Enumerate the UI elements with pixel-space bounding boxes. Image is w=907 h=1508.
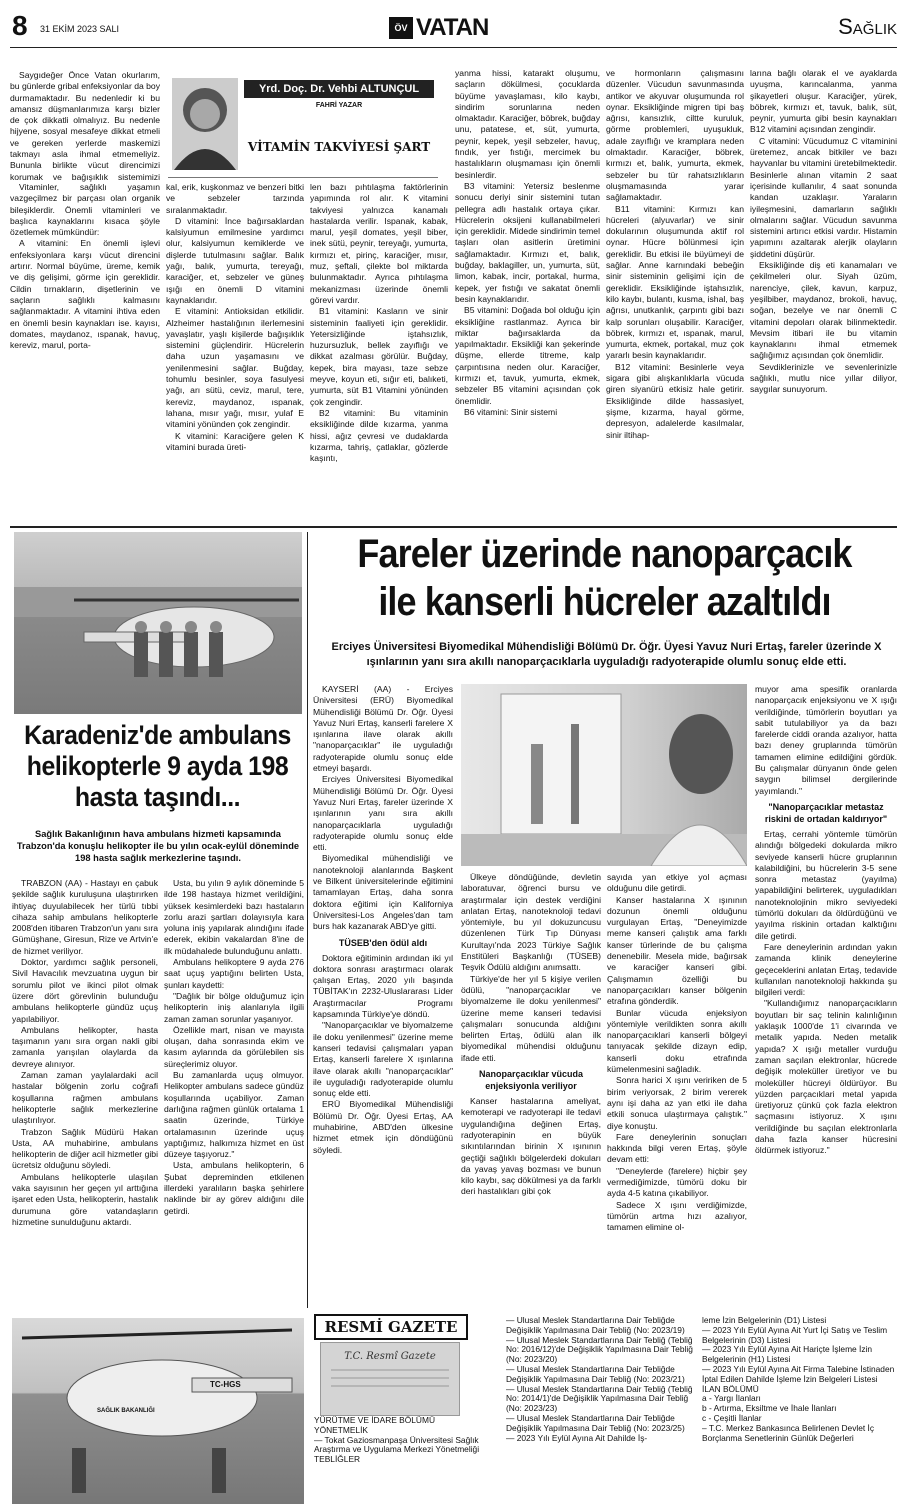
list-item: leme İzin Belgelerinin (D1) Listesi <box>702 1315 827 1325</box>
author-photo <box>172 78 238 170</box>
author-box <box>168 74 438 178</box>
paragraph: Doktora eğitiminin ardından iki yıl doktora sonrası araştırmacı olarak çalışan Ertaş, 2020 yılı başında TÜBİTAK'ın 2232-Uluslararası Lider Araştırmacılar Programı kapsamında Türkiye'ye döndü. <box>313 952 453 1020</box>
paragraph: Ülkeye döndüğünde, devletin laboratuvar, öğrenci bursu ve araştırmalar için destek verdiğini anlatan Ertaş, nanoteknoloji tedavi yöntemiyle, bu yıl dokuzuncusu düzenlenen Türk Tıp Dünyası Kurultayı'nda 2023 Türkiye Sağlık Enstitüleri Başkanlığı (TÜSEB) Teşvik Ödülü aldığını anımsattı. <box>461 872 601 973</box>
paragraph: "Deneylerde (farelere) hiçbir şey vermediğimizde, tümörü doku bir ayda 4-5 katına çıkabiliyor. <box>607 1165 747 1199</box>
paragraph: ve hormonların çalışmasını düzenler. Vücudun savunmasında antikor ve akyuvar oluşumunda rol oynar. Eksikliğinde migren tipi baş ağrısı, kansızlık, ciltte kuruluk, görme problemleri, uyuşukluk, adale zayıflığı ve kramplara neden olmaktadır. Karaciğer, böbrek, kırmızı et, balık, yumurta, ekmek, sebzeler bu tür rahatsızlıkların oluşmamasında yarar sağlamaktadır. <box>606 68 744 203</box>
column-col-4 <box>455 68 600 518</box>
paragraph: Usta, ambulans helikopterin, 6 Şubat depreminden etkilenen illerdeki yaralıların başka şehirlere naklinde bir ay görev aldığını dile getirdi. <box>164 1160 304 1216</box>
paragraph: sayıda yan etkiye yol açması olduğunu dile getirdi. <box>607 872 747 894</box>
paragraph: Eksikliğinde diş eti kanamaları ve çekilmeleri olur. Siyah üzüm, narenciye, çilek, kavun, karpuz, yeşilbiber, maydanoz, brokoli, havuç, soğan, bezelye ve nar önemli C vitamini depoları olarak bilinmektedir. Mevsim itibari ile bu vitamin kaynaklarını ihmal etmemek sağlığımız açısından çok önemlidir. <box>750 260 897 361</box>
section-title: Sağlık <box>838 14 897 39</box>
paragraph: Doktor, yardımcı sağlık personeli, Sivil Havacılık mevzuatına uygun bir sorumlu pilot ve ikinci pilot olmak üzere dört görevlinin bulunduğu ambulans helikopterle gündüz uçuş yapılabiliyor. <box>12 957 158 1024</box>
paragraph: Erciyes Üniversitesi Biyomedikal Mühendisliği Bölümü Dr. Öğr. Üyesi Yavuz Nuri Ertaş, fareler üzerinde X ışınlarının yanı sıra akıllı nanoparçacıklarla uyguladığı radyoterapide olumlu sonuç elde etti. <box>313 774 453 853</box>
resmi-left-list <box>314 1416 496 1465</box>
issue-date: 31 EKİM 2023 SALI <box>40 24 120 34</box>
list-item: — 2023 Yılı Eylül Ayına Ait Dahilde İş- <box>506 1432 648 1443</box>
heli-col-1 <box>12 878 158 1306</box>
paragraph: Sonra harici X ışını veririken de 5 birim veriyorsak, 2 birim vererek aynı işi daha az yan etki ile daha etkili sonuca ulaştırmaya çalıştık." diye konuştu. <box>607 1075 747 1131</box>
paragraph: K vitamini: Karaciğere gelen K vitamini burada üreti- <box>166 430 304 452</box>
paragraph: Zaman zaman yaylalardaki acil hastalar bölgenin zorlu coğrafi koşullarına rağmen ambulans helikopterle sağlık merkezlerine ulaştırılıyor. <box>12 1070 158 1126</box>
resmi-gazete-box <box>312 1312 902 1504</box>
paragraph: Ertaş, cerrahi yöntemle tümörün alındığı bölgedeki dokularda mikro seviyede kanserli hücre gruplarının kalabildiğini, bu hücrelerin 3-5 sene sonra metastaz (yayılma) yapabildiğini belirterek, uyguladıkları nanoteknolojinin mikro seviyedeki tümörlü dokuları da öldürdüğünü ve yayılma riskinin ortadan kalktığını dile getirdi. <box>755 828 897 941</box>
logo-mark-icon: ÖV <box>389 17 413 39</box>
paragraph: Özellikle mart, nisan ve mayısta oluşan, daha sonrasında ekim ve kasım aylarında da görülebilen sis süreçlerimiz oluyor. <box>164 1024 304 1069</box>
list-item: — Ulusal Meslek Standartlarına Dair Tebliğde Değişiklik Yapılmasına Dair Tebliğ (No: 2023/25) <box>506 1412 685 1433</box>
column-col-5 <box>606 68 744 518</box>
paragraph: Kanser hastalarına ameliyat, kemoterapi ve radyoterapi ile tedavi uygulandığına değinen Ertaş, radyoterapinin en büyük sıkıntılarından birinin X ışınının geçtiği sağlıklı bölgelerdeki dokuları da yavaş yavaş bozması ve bunun kilo kaybı, saç dökülmesi ya da farklı deri hastalıkları gibi çok <box>461 1096 601 1197</box>
paragraph: Ambulans helikopter, hasta taşımanın yanı sıra organ nakli gibi zamanla yarışılan olaylarda da devreye alınıyor. <box>12 1024 158 1069</box>
paragraph: muyor ama spesifik oranlarda nanoparçacık enjeksiyonu ve X ışığı verildiğinde, tümörlerin boyutları ya sabit tutulabiliyor ya da bazı farelerde ciddi oranda azalıyor, hatta bazı deney gruplarında tümörün tamamen elimine edildiğini gördük. Bu çalışmalar dünyanın önde gelen saygın bilimsel dergilerinde yayımlandı." <box>755 684 897 796</box>
list-item: — Ulusal Meslek Standartlarına Dair Tebliğ (Tebliğ No: 2014/1)'de Değişiklik Yapılmasına Dair Tebliğ (No: 2023/23) <box>506 1383 693 1414</box>
column-title: VİTAMİN TAKVİYESİ ŞART <box>247 140 431 154</box>
paragraph: B2 vitamini: Bu vitaminin eksikliğinde dilde kızarma, yanma hissi, ağız çevresi ve dudaklarda kızarma, tahriş, çatlaklar, gözlerde kaşıntı, <box>310 407 448 464</box>
heli-col-2 <box>164 878 304 1306</box>
paragraph: Biyomedikal mühendisliği ve nanoteknoloji alanlarında Başkent ve Bilkent üniversitelerinde eğitimini tamamlayan Ertaş, daha sonra doktora eğitimi için Kaliforniya Üniversitesi-Los Angeles'dan tam burs hak kazanarak ABD'ye gitti. <box>313 853 453 932</box>
author-portrait-icon <box>172 78 238 170</box>
column-col-2 <box>166 182 304 518</box>
resmi-middle-list <box>506 1316 694 1443</box>
paragraph: C vitamini: Vücudumuz C vitaminini üretemez, ancak bitkiler ve bazı hayvanlar bu vitamini üretebilmektedir. Besinlerle alınan vitamin 2 saat içerisinde kullanılır, 4 saat sonunda kandan uzaklaşır. Yaraların iyileşmesini, damarların sağlıklı olmalarını sağlar. Vücudun savunma sistemini artırıcı etkisi vardır. Histamin yapımını azaltarak alerjik olayların şiddetini düşürür. <box>750 135 897 259</box>
paragraph: Usta, bu yılın 9 aylık döneminde 5 ilde 198 hastaya hizmet verildiğini, yüksek kesimlerdeki bazı hastaların zorlu arazi şartları dolayısıyla kara yoluna iniş yapılarak alındığını ifade ederek, ekibin vakalardan 8'ine de ilk müdahalede bulunduğunu anlattı. <box>164 878 304 956</box>
helicopter-subhead: Sağlık Bakanlığının hava ambulans hizmeti kapsamında Trabzon'da konuşlu helikopter ile bu yılın ocak-eylül döneminde 198 hasta sağlık merkezlerine taşındı. <box>16 829 300 863</box>
paragraph: kal, erik, kuşkonmaz ve benzeri bitki ve sebzeler tarzında sıralanmaktadır. <box>166 182 304 215</box>
paragraph: Vitaminler, sağlıklı yaşamın vazgeçilmez bir parçası olan organik bileşiklerdir. Önemli vitaminleri ve başlıca kaynaklarını kısaca şöyle özetlemek mümkündür: <box>10 182 160 238</box>
paragraph: KAYSERİ (AA) - Erciyes Üniversitesi (ERÜ) Biyomedikal Mühendisliği Bölümü Dr. Öğr. Üyesi Yavuz Nuri Ertaş, kanserli farelere X ışınlarına ilave olarak akıllı "nanoparçacıklar" ile uyguladığı radyoterapide olumlu sonuç elde etmeyi başardı. <box>313 684 453 774</box>
paragraph: B6 vitamini: Sinir sistemi <box>464 406 558 417</box>
subheading-award: TÜSEB'den ödül aldı <box>338 937 428 948</box>
paragraph: "Dağlık bir bölge olduğumuz için helikopterin iniş alanlarıyla ilgili zaman zaman sorunlar yaşanıyor. <box>164 990 304 1024</box>
paragraph: E vitamini: Antioksidan etkilidir. Alzheimer hastalığının ilerlemesini yavaşlatır, yaşlı kişilerde bağışıklık sistemini güçlendirir. Hücrelerin daha uzun yaşamasını ve yenilenmesini sağlar. Buğday, tohumlu besinler, soya fasulyesi yağı, arı sütü, ceviz, marul, tere, kereviz, maydanoz, ıspanak, lahana, mısır yağı, mısır, yulaf E vitamini yönünden çok zengindir. <box>166 306 304 430</box>
list-item: — 2023 Yılı Eylül Ayına Ait Firma Talebine İstinaden İptal Edilen Dahilde İşleme İzin Belgeleri Listesi <box>702 1363 895 1384</box>
list-item: b - Artırma, Eksiltme ve İhale İlanları <box>702 1403 837 1414</box>
paragraph: Ambulans helikopterle ulaşılan vaka sayısının her geçen yıl arttığına işaret eden Usta, helikopterin, hastalık durumuna göre vatandaşların hizmetine sunulduğunu aktardı. <box>12 1171 158 1227</box>
paragraph: Bunlar vücuda enjeksiyon yöntemiyle verildikten sonra akıllı nanoparçacıklari kanserli bölgeyi tanıyacak şekilde dizayn edip, kanserli doku etrafında kümelenmesini sağladık. <box>607 1007 747 1075</box>
column-intro <box>10 70 160 182</box>
paragraph: Trabzon Sağlık Müdürü Hakan Usta, AA muhabirine, ambulans helikopterin de diğer acil hizmetler gibi ücretsiz olduğunu söyledi. <box>12 1126 158 1171</box>
list-item: — Ulusal Meslek Standartlarına Dair Tebliğ (Tebliğ No: 2016/12)'de Değişiklik Yapılmasına Dair Tebliğ (No: 2023/20) <box>506 1334 693 1365</box>
subheading-injection: Nanoparçacıklar vücuda enjeksiyonla veriliyor <box>478 1069 584 1092</box>
paragraph: TRABZON (AA) - Hastayı en çabuk şekilde sağlık kuruluşuna ulaştırırken ihtiyaç duyulabilecek her türlü tıbbi cihaza sahip ambulans helikopterle 2008'den itibaren Trabzon'un yanı sıra Gümüşhane, Giresun, Rize ve Artvin'e de hizmet veriliyor. <box>12 878 158 956</box>
paragraph: B1 vitamini: Kasların ve sinir sisteminin faaliyeti için gereklidir. Yetersizliğinde iştahsızlık, huzursuzluk, bellek zayıflığı ve dikkat azalması görülür. Buğday, kepek, bira mayası, taze sebze meyve, koyun eti, sığır eti, balıketi, yumurta, süt B1 Vitamini yönünden çok zengindir. <box>310 306 448 407</box>
intro-paragraph: Saygıdeğer Önce Vatan okurlarım, bu günlerde gribal enfeksiyonlar da boy durmamaktadır. Bu nedenledir ki bu amansız düşmanlarımıza karşı bizler de çok dikkatli olmalıyız. Bu nedenle hijyene, sosyal mesafeye dikkat etmeli ve gereken yerlerde maskemizi takmayı asla ihmal etmemeliyiz. Bununla birlikte vücut direncimizi korumak ve bağışıklık sistemimizi <box>10 70 160 182</box>
nano-headline-1: Fareler üzerinde nanoparçacık <box>357 532 852 576</box>
helicopter-landing-photo <box>12 1318 304 1504</box>
paragraph: Ambulans helikoptere 9 ayda 276 saat uçuş yaptığını belirten Usta, şunları kaydetti: <box>164 957 304 990</box>
resmi-right-list <box>702 1316 898 1443</box>
nano-subhead: Erciyes Üniversitesi Biyomedikal Mühendisliği Bölümü Dr. Öğr. Üyesi Yavuz Nuri Ertaş, fareler üzerinde X ışınlarının yanı sıra akıllı nanoparçacıklarla uyguladığı radyoterapide olumlu sonuç elde etti. <box>331 641 882 668</box>
logo-text: VATAN <box>416 14 489 41</box>
helicopter-landing-illustration <box>12 1318 304 1504</box>
paragraph: "Kullandığımız nanoparçacıkların boyutları bir saç telinin kalınlığının yaklaşık 1000'de 1'i civarında ve metalik yapıda. Neden metalik yapıda? X ışığı metaller vurduğu zaman saçılan elektronlar, hücrede değişik moleküller üretiyor ve bu moleküller hücreyi öldürüyor. Bu yüzden parçacıklari metal yapıda üretiyoruz çünkü çok fazla elektron saçmasını istiyoruz. X ışını verildiğinde bu saçılan elektronlarla daha fazla kanser hücresini öldürmek istiyoruz." <box>755 998 897 1156</box>
helicopter-marking: SAĞLIK BAKANLIĞI <box>97 1408 155 1414</box>
paragraph: yanma hissi, katarakt oluşumu, saçların dökülmesi, çocuklarda büyüme yavaşlaması, kilo kaybı, sindirim sorunlarına neden olmaktadır. Karaciğer, böbrek, buğday unu, patatese, et, süt, yumurta, peynir, kepek, yeşil sebzeler, havuç, fındık, yer fıstığı, mercimek bu hastalıkların oluşmaması için önemli besinlerdir. <box>455 68 600 180</box>
paragraph: Bu zamanlarda uçuş olmuyor. Helikopter ambulans sadece gündüz koşullarında uçabiliyor. Zaman darlığına rağmen günlük ortalama 1 saatin üzerinde, Türkiye ortalamasının üzerinde uçuş yaptığımız, halkımıza hizmet en üst düzeye taşıyoruz." <box>164 1070 304 1160</box>
paragraph: D vitamini: İnce bağırsaklardan kalsiyumun emilmesine yardımcı olur, kalsiyumun kemiklerde ve dişlerde tutulmasını sağlar. Balık yağı, balık, yumurta, tereyağı, karaciğer, et, sebzeler ve güneş ışığı en önemli D vitamini kaynaklarıdır. <box>166 215 304 305</box>
gazette-lines-icon <box>321 1362 459 1402</box>
list-item: c - Çeşitli İlanlar <box>702 1412 762 1423</box>
author-role: FAHRİ YAZAR <box>315 102 363 109</box>
paragraph: B12 vitamini: Besinlerle veya sigara gibi alışkanlıklarla vücuda giren siyanürü etkisiz hale getirir. Eksikliğinde dilde hassasiyet, şişme, kızarma, hayal görme, depresyon, adalelerde kasılmalar, sinir iltihap- <box>606 361 744 440</box>
list-item: — 2023 Yılı Eylül Ayına Ait Hariçte İşleme İzin Belgelerinin (H1) Listesi <box>702 1344 873 1365</box>
paragraph: B3 vitamini: Yetersiz beslenme sonucu deriyi sinir sistemini tutan pellegra adlı hastalık ortaya çıkar. Hücrelerin oksijeni kullanabilmeleri için gereklidir. Midede sindirimin temel taşları olan asitlerin üretimini sağlamaktadır. Kırmızı et, balık, buğday, baklagiller, un, yumurta, süt, limon, kabak, incir, portakal, hurma, kepek, yer fıstığı ve sakatat önemli besin kaynaklarıdır. <box>455 180 600 304</box>
helicopter-crew-photo <box>14 532 302 714</box>
paragraph: larına bağlı olarak el ve ayaklarda uyuşma, karıncalanma, yanma şikayetleri oluşur. Karaciğer, yürek, böbrek, kırmızı et, tavuk, balık, süt, peynir, yumurta gibi besin kaynakları B12 vitamini açısından zengindir. <box>750 68 897 135</box>
paragraph: B5 vitamini: Doğada bol olduğu için eksikliğine rastlanmaz. Ayrıca bir miktar bağırsaklarda da yapılmaktadır. Eksikliği kan şekerinde düşme, ellerde titreme, kalp çarpıntısına neden olur. Karaciğer, kırmızı et, tavuk, yumurta, ekmek, sebzeler B5 vitamini açısından çok önemlidir. <box>455 305 600 406</box>
researcher-lab-illustration <box>461 684 747 866</box>
nano-headline-2: ile kanserli hücreler azaltıldı <box>378 580 831 624</box>
list-item: — Ulusal Meslek Standartlarına Dair Tebliğde Değişiklik Yapılmasına Dair Tebliğ (No: 2023/19) <box>506 1315 685 1335</box>
column-col-3 <box>310 182 448 518</box>
list-item: — 2023 Yılı Eylül Ayına Ait Yurt İçi Satış ve Teslim Belgelerinin (D3) Listesi <box>702 1324 888 1345</box>
list-item: İLAN BÖLÜMÜ <box>702 1383 759 1394</box>
paragraph: "Nanoparçacıklar ve biyomalzeme ile doku yenilenmesi" üzerine meme kanseri tedavisi çalışmaları yapan Ertaş, kanserli farelere X ışınlarına ilave olarak akıllı "nanoparçacıklar" ile uyguladığı radyoterapide olumlu sonuç elde etti. <box>313 1020 453 1099</box>
paragraph: Kanser hastalarına X ışınının dozunun önemli olduğunu vurgulayan Ertaş, "Deneyimizde meme kanseri çalıştık ama farklı kanser türlerinde de bu çalışma denenebilir. Mesela mide, bağırsak ve karaciğer kanseri gibi. Çalışmamın özelliği bu nanoparçacıkları kanser bölgenin etrafına gönderdik. <box>607 894 747 1007</box>
helicopter-registration: TC-HGS <box>210 1380 241 1389</box>
list-item: — Ulusal Meslek Standartlarına Dair Tebliğde Değişiklik Yapılmasına Dair Tebliğ (No: 2023/21) <box>506 1363 685 1384</box>
paragraph: Türkiye'de her yıl 5 kişiye verilen ödülü, "nanoparçacıklar ve biyomalzeme ile doku yenilenmesi" üzerine meme kanseri tedavisi çalışmaları sonucunda aldığını belirten Ertaş, ödülü alan ilk biyomedikal mühendisi olduğunu ifade etti. <box>461 973 601 1063</box>
page-number: 8 <box>12 10 28 41</box>
paragraph: A vitamini: En önemli işlevi enfeksiyonlara karşı vücut direncini artırır. Normal büyüme, üreme, kemik ve diş gelişimi, görme için gereklidir. Cildin tırnakların, dişetlerinin ve saçların sağlıklı kalmasını sağlanmaktadır. A vitamini ihtiva eden en önemli besin kaynakları ise. kayısı, domates, maydanoz, ıspanak, havuç, kereviz, marul, porta- <box>10 238 160 351</box>
paragraph: Sevdiklerinizle ve sevenlerinizle sağlıklı, mutlu nice yıllar diliyor, saygılar sunuyorum. <box>750 361 897 395</box>
column-col-1 <box>10 182 160 518</box>
paragraph: Sadece X ışını verdiğimizde, tümörün artma hızı azalıyor, tamamen elimine ol- <box>607 1199 747 1233</box>
helicopter-headline: Karadeniz'de ambulans helikopterle 9 ayda 198 hasta taşındı... <box>24 720 291 812</box>
resmi-gazete-logo: RESMİ GAZETE <box>314 1314 468 1340</box>
paragraph: ERÜ Biyomedikal Mühendisliği Bölümü Dr. Öğr. Üyesi Ertaş, AA muhabirine, ABD'den ülkesine hizmet etmek için döndüğünü söyledi. <box>313 1099 453 1155</box>
paragraph: Fare deneylerinin sonuçları hakkında bilgi veren Ertaş, şöyle devam etti: <box>607 1131 747 1165</box>
list-item: a - Yargı İlanları <box>702 1393 761 1404</box>
gazette-paper-image <box>320 1342 460 1416</box>
list-item: YÜRÜTME VE İDARE BÖLÜMÜ <box>314 1415 435 1425</box>
paragraph: len bazı pıhtılaşma faktörlerinin yapımında rol alır. K vitamini takviyesi yalnızca kanamalı hastalarda verilir. Ispanak, kabak, marul, yeşil domates, yeşil biber, inek sütü, peynir, tereyağı, yumurta, kırmızı et, pirinç, karaciğer, mısır, muz, şeftali, çilekte bol miktarda bulunmaktadır. Ayrıca pıhtılaşma mekanizması üzerinde önemli görevi vardır. <box>310 182 448 305</box>
subheading-metastasis: "Nanoparçacıklar metastaz riskini de ortadan kaldırıyor" <box>764 801 888 824</box>
gazette-paper-label: T.C. Resmî Gazete <box>344 1351 436 1362</box>
lab-photo <box>461 684 747 866</box>
list-item: TEBLİĞLER <box>314 1454 361 1465</box>
paragraph: Fare deneylerinin ardından yakın zamanda klinik deneylerine geçeceklerini anlatan Ertaş, tedavide kullanılan nanoteknoloji hakkında şu bilgileri verdi: <box>755 941 897 998</box>
column-col-6 <box>750 68 897 518</box>
paragraph: B11 vitamini: Kırmızı kan hücreleri (alyuvarlar) ve sinir dokularının oluşumunda aktif rol oynar. Hücre bölünmesi için gereklidir. Bu etkisi ile büyümeyi de sağlar. Anne karnındaki bebeğin sinir sisteminin gelişimi için de gereklidir. Eksikliğinde iştahsızlık, kilo kaybı, bulantı, kusma, ishal, baş ağrısı, unutkanlık, çarpıntı gibi bazı kalp sorunları oluşabilir. Karaciğer, böbrek, kırmızı et, ıspanak, marul, yumurta, ekmek, portakal, muz çok yararlı besin kaynaklarıdır. <box>606 203 744 361</box>
page-header <box>0 0 907 48</box>
list-item: – T.C. Merkez Bankasınca Belirlenen Devlet İç Borçlanma Senetlerinin Günlük Değerleri <box>702 1422 875 1443</box>
helicopter-illustration <box>14 532 302 714</box>
list-item: YÖNETMELİK <box>314 1424 368 1435</box>
list-item: — Tokat Gaziosmanpaşa Üniversitesi Sağlık Araştırma ve Uygulama Merkezi Yönetmeliği <box>314 1434 480 1455</box>
newspaper-logo <box>389 15 527 41</box>
author-name: Yrd. Doç. Dr. Vehbi ALTUNÇUL <box>244 80 434 98</box>
